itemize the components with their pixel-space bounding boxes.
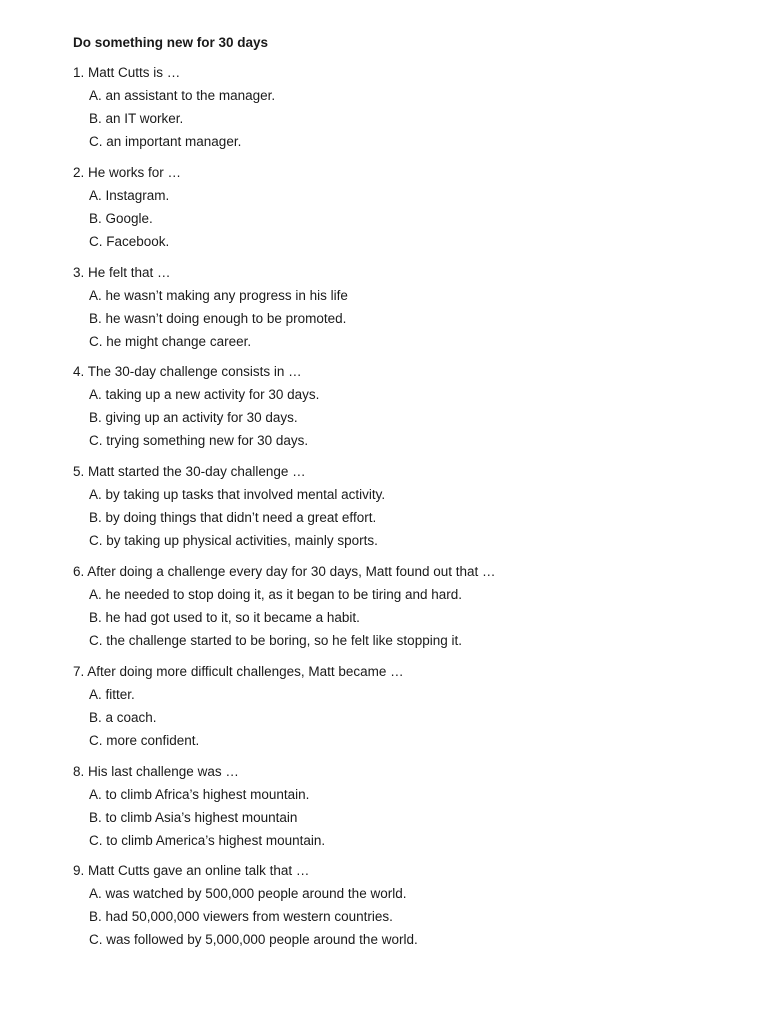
document-title: Do something new for 30 days <box>73 35 269 50</box>
option-c: C. was followed by 5,000,000 people around the world. <box>89 932 418 948</box>
question-list <box>73 64 733 962</box>
option-c: C. an important manager. <box>89 134 242 149</box>
option-a: A. by taking up tasks that involved mental activity. <box>89 487 386 503</box>
option-a: A. he needed to stop doing it, as it began to be tiring and hard. <box>89 586 463 602</box>
question-text: 8. His last challenge was … <box>73 763 239 779</box>
option-a: A. Instagram. <box>89 187 170 203</box>
question-4 <box>73 363 733 463</box>
question-text: 2. He works for … <box>73 164 182 180</box>
question-7 <box>73 663 733 763</box>
question-text: 5. Matt started the 30-day challenge … <box>73 464 306 480</box>
question-text: 6. After doing a challenge every day for 30 days, Matt found out that … <box>73 563 496 579</box>
question-5 <box>73 463 733 563</box>
option-c: C. by taking up physical activities, mainly sports. <box>89 533 378 549</box>
question-text: 7. After doing more difficult challenges, Matt became … <box>73 663 404 679</box>
option-a: A. was watched by 500,000 people around the world. <box>89 886 407 902</box>
option-a: A. he wasn’t making any progress in his life <box>89 287 348 303</box>
option-c: C. trying something new for 30 days. <box>89 433 309 449</box>
option-b: B. Google. <box>89 210 153 226</box>
question-3 <box>73 264 733 364</box>
option-b: B. he had got used to it, so it became a habit. <box>89 609 360 625</box>
question-1 <box>73 64 733 164</box>
option-b: B. by doing things that didn’t need a great effort. <box>89 510 377 526</box>
option-b: B. giving up an activity for 30 days. <box>89 410 298 426</box>
option-b: B. to climb Asia’s highest mountain <box>89 809 298 825</box>
option-b: B. he wasn’t doing enough to be promoted. <box>89 310 347 326</box>
question-8 <box>73 763 733 863</box>
option-c: C. to climb America’s highest mountain. <box>89 832 326 848</box>
option-b: B. had 50,000,000 viewers from western countries. <box>89 909 393 925</box>
option-c: C. the challenge started to be boring, so he felt like stopping it. <box>89 632 462 648</box>
question-text: 3. He felt that … <box>73 264 171 280</box>
option-a: A. an assistant to the manager. <box>89 88 276 103</box>
question-text: 4. The 30-day challenge consists in … <box>73 364 302 380</box>
option-b: B. an IT worker. <box>89 111 184 126</box>
option-b: B. a coach. <box>89 709 157 725</box>
option-c: C. he might change career. <box>89 333 252 349</box>
question-2 <box>73 164 733 264</box>
option-a: A. to climb Africa’s highest mountain. <box>89 786 310 802</box>
option-a: A. fitter. <box>89 686 135 702</box>
option-c: C. more confident. <box>89 732 200 748</box>
question-text: 1. Matt Cutts is … <box>73 65 181 80</box>
question-6 <box>73 563 733 663</box>
option-a: A. taking up a new activity for 30 days. <box>89 387 320 403</box>
option-c: C. Facebook. <box>89 233 170 249</box>
question-text: 9. Matt Cutts gave an online talk that … <box>73 863 310 879</box>
question-9 <box>73 862 733 962</box>
